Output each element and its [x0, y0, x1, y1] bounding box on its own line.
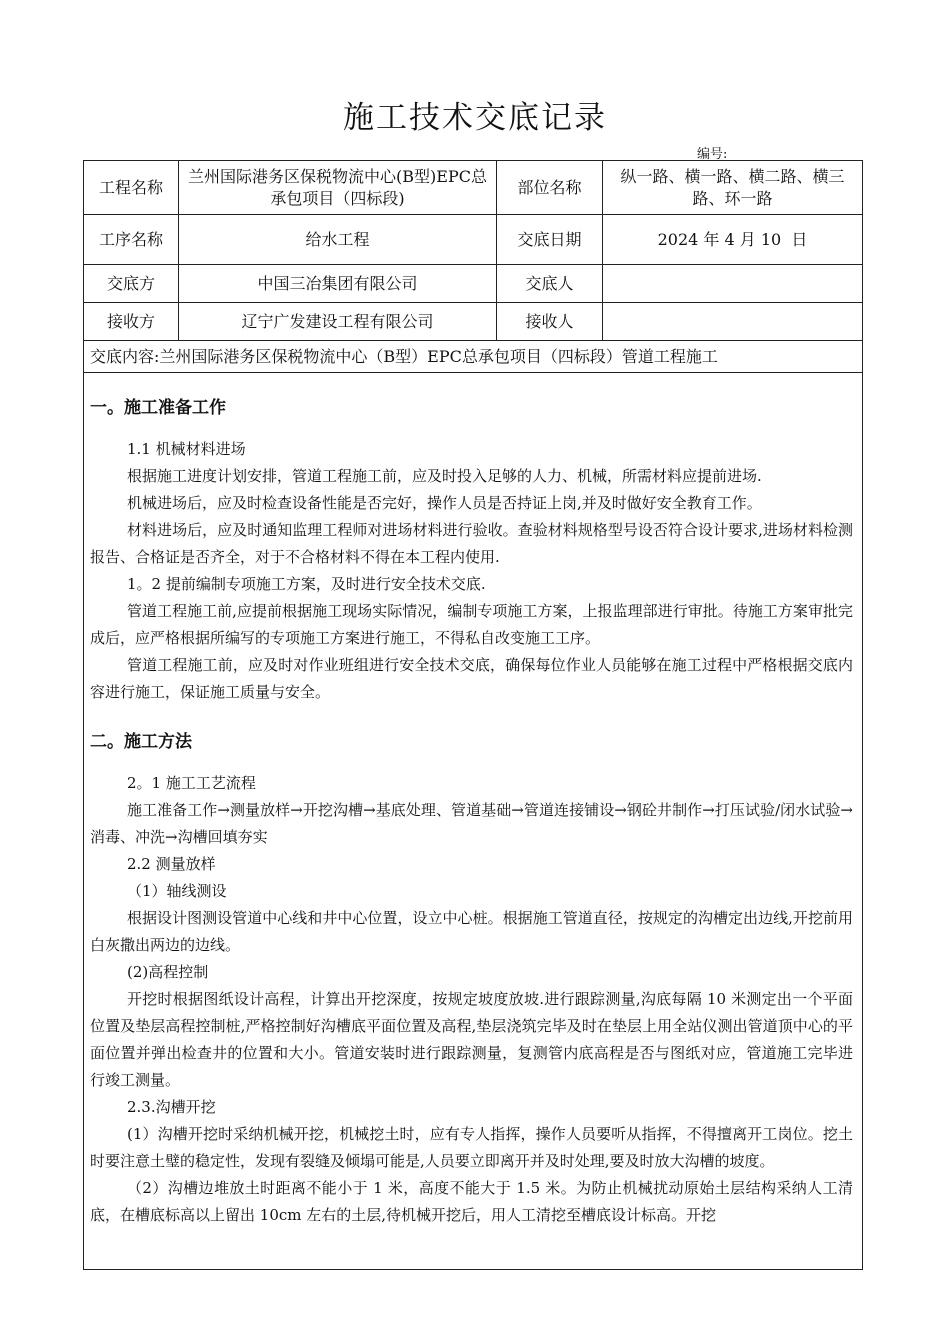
process-row — [84, 215, 862, 265]
paragraph: （2）沟槽边堆放土时距离不能小于 1 米，高度不能大于 1.5 米。为防止机械扰动原始土层结构采纳人工清底，在槽底标高以上留出 10cm 左右的土层,待机械开挖后，用人工清挖至槽底设计标高。开挖 — [90, 1179, 853, 1224]
content-heading: 交底内容:兰州国际港务区保税物流中心（B型）EPC总承包项目（四标段）管道工程施工 — [84, 341, 862, 373]
project-row — [84, 161, 862, 215]
section-1-1-title: 1.1 机械材料进场 — [127, 440, 246, 458]
part-label: 部位名称 — [497, 161, 603, 214]
record-sheet — [83, 160, 863, 1270]
receiver-person-value — [603, 303, 862, 340]
project-label: 工程名称 — [84, 161, 179, 214]
issuer-label: 交底方 — [84, 265, 179, 302]
document-title: 施工技术交底记录 — [343, 100, 607, 136]
subsection-title: （1）轴线测设 — [127, 882, 227, 900]
issuer-person-label: 交底人 — [497, 265, 603, 302]
subsection-title: (2)高程控制 — [127, 963, 209, 981]
section-2-heading: 二。施工方法 — [90, 732, 192, 752]
issuer-value: 中国三冶集团有限公司 — [179, 265, 497, 302]
paragraph: 开挖时根据图纸设计高程，计算出开挖深度，按规定坡度放坡.进行跟踪测量,沟底每隔 10 米测定出一个平面位置及垫层高程控制桩,严格控制好沟槽底平面位置及高程,垫层浇筑完毕及时在垫层上用全站仪测出管道顶中心的平面位置并弹出检查井的位置和大小。管道安装时进行跟踪测量，复测管内底高程是否与图纸对应，管道施工完毕进行竣工测量。 — [90, 990, 853, 1089]
receiver-label: 接收方 — [84, 303, 179, 340]
project-value: 兰州国际港务区保税物流中心(B型)EPC总承包项目（四标段) — [179, 161, 497, 214]
paragraph: 材料进场后，应及时通知监理工程师对进场材料进行验收。查验材料规格型号设否符合设计要求,进场材料检测报告、合格证是否齐全，对于不合格材料不得在本工程内使用. — [90, 521, 853, 566]
paragraph: 根据施工进度计划安排，管道工程施工前，应及时投入足够的人力、机械，所需材料应提前进场. — [127, 467, 762, 485]
receiver-row — [84, 303, 862, 341]
process-label: 工序名称 — [84, 215, 179, 264]
paragraph: 施工准备工作→测量放样→开挖沟槽→基底处理、管道基础→管道连接铺设→钢砼井制作→打压试验/闭水试验→消毒、冲洗→沟槽回填夯实 — [90, 801, 853, 846]
section-2-1-title: 2。1 施工工艺流程 — [127, 774, 256, 792]
section-2-2-title: 2.2 测量放样 — [127, 855, 216, 873]
section-1-2-title: 1。2 提前编制专项施工方案，及时进行安全技术交底. — [127, 575, 486, 593]
paragraph: 根据设计图测设管道中心线和井中心位置，设立中心桩。根据施工管道直径，按规定的沟槽定出边线,开挖前用白灰撒出两边的边线。 — [90, 909, 853, 954]
paragraph: 管道工程施工前,应提前根据施工现场实际情况，编制专项施工方案，上报监理部进行审批。待施工方案审批完成后，应严格根据所编写的专项施工方案进行施工，不得私自改变施工工序。 — [90, 602, 853, 647]
receiver-person-label: 接收人 — [497, 303, 603, 340]
date-label: 交底日期 — [497, 215, 603, 264]
process-value: 给水工程 — [179, 215, 497, 264]
content-body — [84, 396, 862, 1229]
section-1-heading: 一。施工准备工作 — [90, 398, 226, 418]
receiver-value: 辽宁广发建设工程有限公司 — [179, 303, 497, 340]
serial-number-label: 编号: — [697, 147, 728, 162]
part-value: 纵一路、横一路、横二路、横三路、环一路 — [620, 166, 845, 208]
date-value: 2024 年 4 月 10 日 — [657, 229, 808, 249]
section-2-3-title: 2.3.沟槽开挖 — [127, 1098, 216, 1116]
paragraph: (1）沟槽开挖时采纳机械开挖，机械挖土时，应有专人指挥，操作人员要听从指挥，不得擅离开工岗位。挖土时要注意土璧的稳定性，发现有裂缝及倾塌可能是,人员要立即离开并及时处理,要及时放大沟槽的坡度。 — [90, 1125, 853, 1170]
paragraph: 机械进场后，应及时检查设备性能是否完好，操作人员是否持证上岗,并及时做好安全教育工作。 — [127, 494, 762, 512]
issuer-row — [84, 265, 862, 303]
paragraph: 管道工程施工前，应及时对作业班组进行安全技术交底，确保每位作业人员能够在施工过程中严格根据交底内容进行施工，保证施工质量与安全。 — [90, 656, 853, 701]
issuer-person-value — [603, 265, 862, 302]
